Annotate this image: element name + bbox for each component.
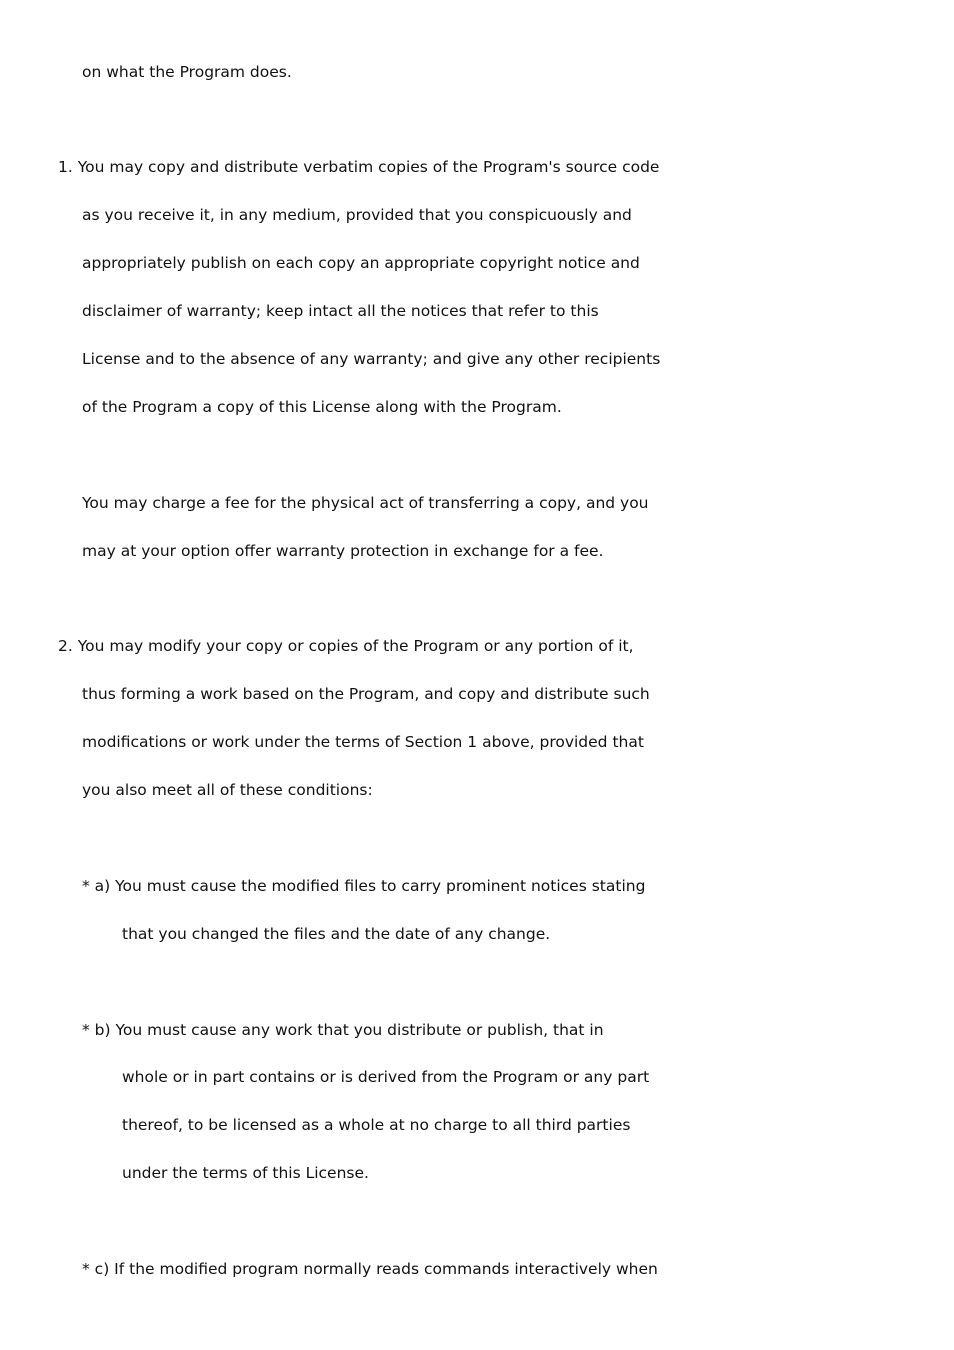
section-2-heading-line: 2. You may modify your copy or copies of the Program or any portion of it,	[58, 637, 634, 655]
text-line: of the Program a copy of this License along with the Program.	[82, 398, 562, 416]
text-line: that you changed the files and the date of any change.	[122, 925, 551, 943]
text-line: disclaimer of warranty; keep intact all the notices that refer to this	[82, 302, 599, 320]
condition-b-line: * b) You must cause any work that you distribute or publish, that in	[82, 1021, 604, 1039]
text-line: may at your option offer warranty protection in exchange for a fee.	[82, 542, 604, 560]
text-line: thus forming a work based on the Program, and copy and distribute such	[82, 685, 650, 703]
text-line: as you receive it, in any medium, provided that you conspicuously and	[82, 206, 632, 224]
text-line: modifications or work under the terms of Section 1 above, provided that	[82, 733, 644, 751]
section-1-heading-line: 1. You may copy and distribute verbatim copies of the Program's source code	[58, 158, 660, 176]
text-line: thereof, to be licensed as a whole at no charge to all third parties	[122, 1116, 631, 1134]
text-line: on what the Program does.	[82, 63, 292, 81]
text-line: You may charge a fee for the physical act of transferring a copy, and you	[82, 494, 649, 512]
text-line: appropriately publish on each copy an appropriate copyright notice and	[82, 254, 640, 272]
text-line: under the terms of this License.	[122, 1164, 369, 1182]
text-line: License and to the absence of any warranty; and give any other recipients	[82, 350, 661, 368]
condition-c-line: * c) If the modified program normally reads commands interactively when	[82, 1260, 658, 1278]
text-line: whole or in part contains or is derived from the Program or any part	[122, 1068, 650, 1086]
text-line: you also meet all of these conditions:	[82, 781, 373, 799]
condition-a-line: * a) You must cause the modified files to carry prominent notices stating	[82, 877, 646, 895]
